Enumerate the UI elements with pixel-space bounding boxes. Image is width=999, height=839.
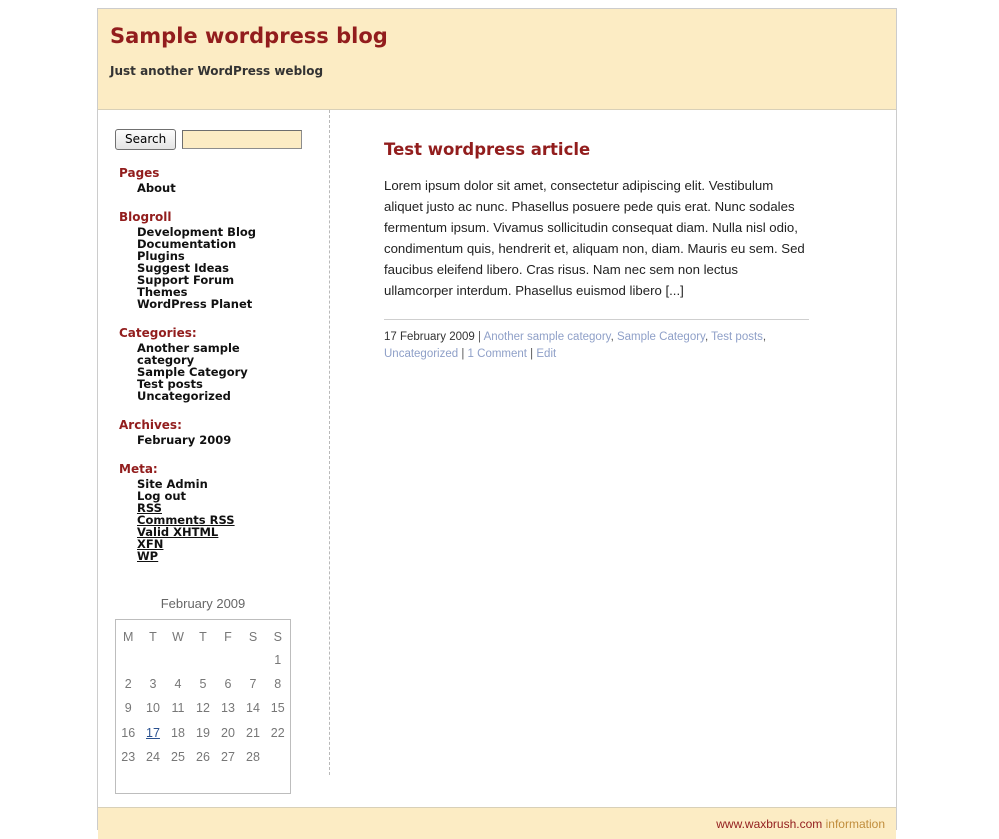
post-category-link-2[interactable]: Sample Category [616, 331, 705, 343]
sidebar-link-comments-rss[interactable]: Comments RSS [137, 513, 235, 527]
widget-blogroll [115, 210, 329, 310]
calendar-day: 4 [174, 677, 182, 692]
calendar-weekday: T [199, 630, 207, 644]
calendar-day [241, 648, 266, 672]
calendar-row [116, 720, 291, 744]
widget-list-pages [115, 182, 329, 194]
meta-separator: | [461, 348, 468, 360]
widget-list-archives [115, 434, 329, 446]
sidebar-link-uncategorized[interactable]: Uncategorized [137, 389, 231, 403]
sidebar-link-category[interactable]: category [137, 353, 195, 367]
widget-list-categories [115, 342, 329, 402]
sidebar-link-support-forum[interactable]: Support Forum [137, 273, 235, 287]
widget-title-blogroll: Blogroll [119, 210, 172, 224]
calendar-weekday: F [224, 630, 232, 644]
sidebar-link-log-out[interactable]: Log out [137, 489, 187, 503]
calendar-day-linked[interactable] [141, 720, 166, 744]
calendar-day: 22 [270, 725, 285, 740]
sidebar-link-development-blog[interactable]: Development Blog [137, 225, 257, 239]
calendar-day: 2 [124, 677, 132, 692]
widget-title-pages: Pages [119, 166, 160, 180]
calendar-weekday: T [149, 630, 157, 644]
calendar-day: 6 [224, 677, 232, 692]
calendar-day [266, 745, 291, 769]
calendar-day [116, 648, 141, 672]
calendar-row [116, 696, 291, 720]
list-item[interactable] [137, 182, 329, 194]
calendar-day [116, 769, 141, 794]
post-edit-link[interactable]: Edit [536, 348, 557, 360]
sidebar-link-plugins[interactable]: Plugins [137, 249, 185, 263]
sidebar-link-wp[interactable]: WP [137, 549, 159, 563]
calendar-day: 14 [246, 701, 260, 716]
body-area [98, 110, 896, 807]
calendar-day: 11 [171, 701, 185, 716]
widget-archives [115, 418, 329, 446]
post-excerpt: Lorem ipsum dolor sit amet, consectetur adipiscing elit. Vestibulum aliquet justo ac nunc. Phasellus posuere pede quis erat. Nunc sodales fermentum ipsum. Vivamus sollicitudin consequat diam. Nulla nisl odio, condimentum quis, hendrerit et, aliquam non, diam. Mauris eu sem. Sed faucibus eleifend libero. Cras risus. Nam nec sem non lectus ullamcorper interdum. Phasellus euismod libero [...] [384, 178, 805, 298]
list-item[interactable] [137, 434, 329, 446]
post-comments-link[interactable]: 1 Comment [467, 348, 527, 360]
calendar-caption: February 2009 [160, 596, 246, 611]
sidebar-link-xfn[interactable]: XFN [137, 537, 164, 551]
widget-list-blogroll [115, 226, 329, 310]
sidebar-link-february-2009[interactable]: February 2009 [137, 433, 232, 447]
sidebar-link-site-admin[interactable]: Site Admin [137, 477, 208, 491]
post-date: 17 February 2009 [384, 331, 475, 343]
search-button[interactable]: Search [115, 129, 176, 150]
calendar-day [241, 769, 266, 794]
calendar-weekday: W [172, 630, 184, 644]
calendar-day-link[interactable]: 17 [146, 725, 160, 740]
sidebar [98, 110, 330, 775]
calendar-weekday: S [273, 630, 282, 644]
calendar-day [191, 769, 216, 794]
calendar-day: 13 [221, 701, 235, 716]
calendar-weekday: M [123, 630, 134, 644]
calendar-day: 1 [274, 653, 282, 668]
search-form [115, 128, 329, 150]
calendar-day: 19 [196, 725, 210, 740]
sidebar-link-sample-category[interactable]: Sample Category [137, 365, 248, 379]
post-title[interactable]: Test wordpress article [384, 140, 591, 159]
calendar-day [141, 769, 166, 794]
sidebar-link-test-posts[interactable]: Test posts [137, 377, 203, 391]
calendar-day: 26 [196, 749, 210, 764]
widget-title-meta: Meta: [119, 462, 158, 476]
calendar-day: 12 [196, 701, 210, 716]
list-item[interactable] [137, 526, 329, 538]
calendar-day: 8 [274, 677, 282, 692]
sidebar-link-documentation[interactable]: Documentation [137, 237, 237, 251]
calendar-day: 20 [221, 725, 235, 740]
footer-site-link[interactable]: www.waxbrush.com [716, 817, 823, 831]
calendar-day: 10 [146, 701, 160, 716]
calendar-row [116, 672, 291, 696]
list-item[interactable] [137, 390, 329, 402]
calendar-day: 25 [171, 749, 185, 764]
calendar-day [266, 769, 291, 794]
calendar-day [191, 648, 216, 672]
calendar-day: 21 [246, 725, 260, 740]
calendar-day: 3 [149, 677, 157, 692]
meta-separator: | [526, 348, 537, 360]
list-item[interactable] [137, 550, 329, 562]
site-footer [98, 807, 896, 839]
sidebar-link-wordpress-planet[interactable]: WordPress Planet [137, 297, 253, 311]
calendar-day: 7 [249, 677, 257, 692]
post-category-link-1[interactable]: Another sample category [483, 331, 611, 343]
sidebar-link-another-sample[interactable]: Another sample [137, 341, 240, 355]
calendar-weekday: S [248, 630, 258, 644]
widget-categories [115, 326, 329, 402]
calendar-day: 23 [121, 749, 136, 764]
post-meta [384, 319, 809, 363]
calendar-day: 16 [121, 725, 136, 740]
meta-comma: , [704, 331, 712, 343]
calendar-row [116, 648, 291, 672]
meta-comma: , [610, 331, 617, 343]
widget-list-meta [115, 478, 329, 562]
calendar-header-row [116, 620, 291, 649]
widget-pages [115, 166, 329, 194]
blog-description: Just another WordPress weblog [110, 64, 324, 78]
calendar-day [166, 769, 191, 794]
widget-meta [115, 462, 329, 562]
calendar-day [216, 648, 241, 672]
widget-title-categories: Categories: [119, 326, 197, 340]
calendar-row [116, 745, 291, 769]
calendar-row [116, 769, 291, 794]
calendar-day: 24 [146, 749, 160, 764]
list-item[interactable] [137, 490, 329, 502]
calendar-day: 9 [124, 701, 132, 716]
list-item[interactable] [137, 298, 329, 310]
meta-comma: , [762, 331, 767, 343]
sidebar-link-themes[interactable]: Themes [137, 285, 188, 299]
footer-info-text: information [825, 817, 885, 831]
blog-frame [97, 8, 897, 830]
calendar-day: 28 [246, 749, 260, 764]
sidebar-link-about[interactable]: About [137, 181, 176, 195]
main-content [384, 110, 854, 363]
calendar-day: 27 [221, 749, 235, 764]
search-input[interactable] [182, 130, 302, 149]
widget-title-archives: Archives: [119, 418, 182, 432]
post-category-link-3[interactable]: Test posts [711, 331, 763, 343]
list-item[interactable] [137, 538, 329, 550]
calendar-day [141, 648, 166, 672]
calendar-day [166, 648, 191, 672]
calendar-day [216, 769, 241, 794]
calendar-table [115, 619, 291, 794]
blog-title: Sample wordpress blog [110, 24, 388, 48]
calendar-day: 18 [171, 725, 185, 740]
site-header [98, 9, 896, 110]
calendar-widget [115, 596, 291, 794]
sidebar-link-suggest-ideas[interactable]: Suggest Ideas [137, 261, 229, 275]
sidebar-link-valid-xhtml[interactable]: Valid XHTML [137, 525, 219, 539]
meta-separator: | [478, 331, 484, 343]
post-category-link-4[interactable]: Uncategorized [384, 348, 459, 360]
calendar-day: 15 [270, 701, 285, 716]
calendar-day: 5 [199, 677, 207, 692]
sidebar-link-rss[interactable]: RSS [137, 501, 162, 515]
